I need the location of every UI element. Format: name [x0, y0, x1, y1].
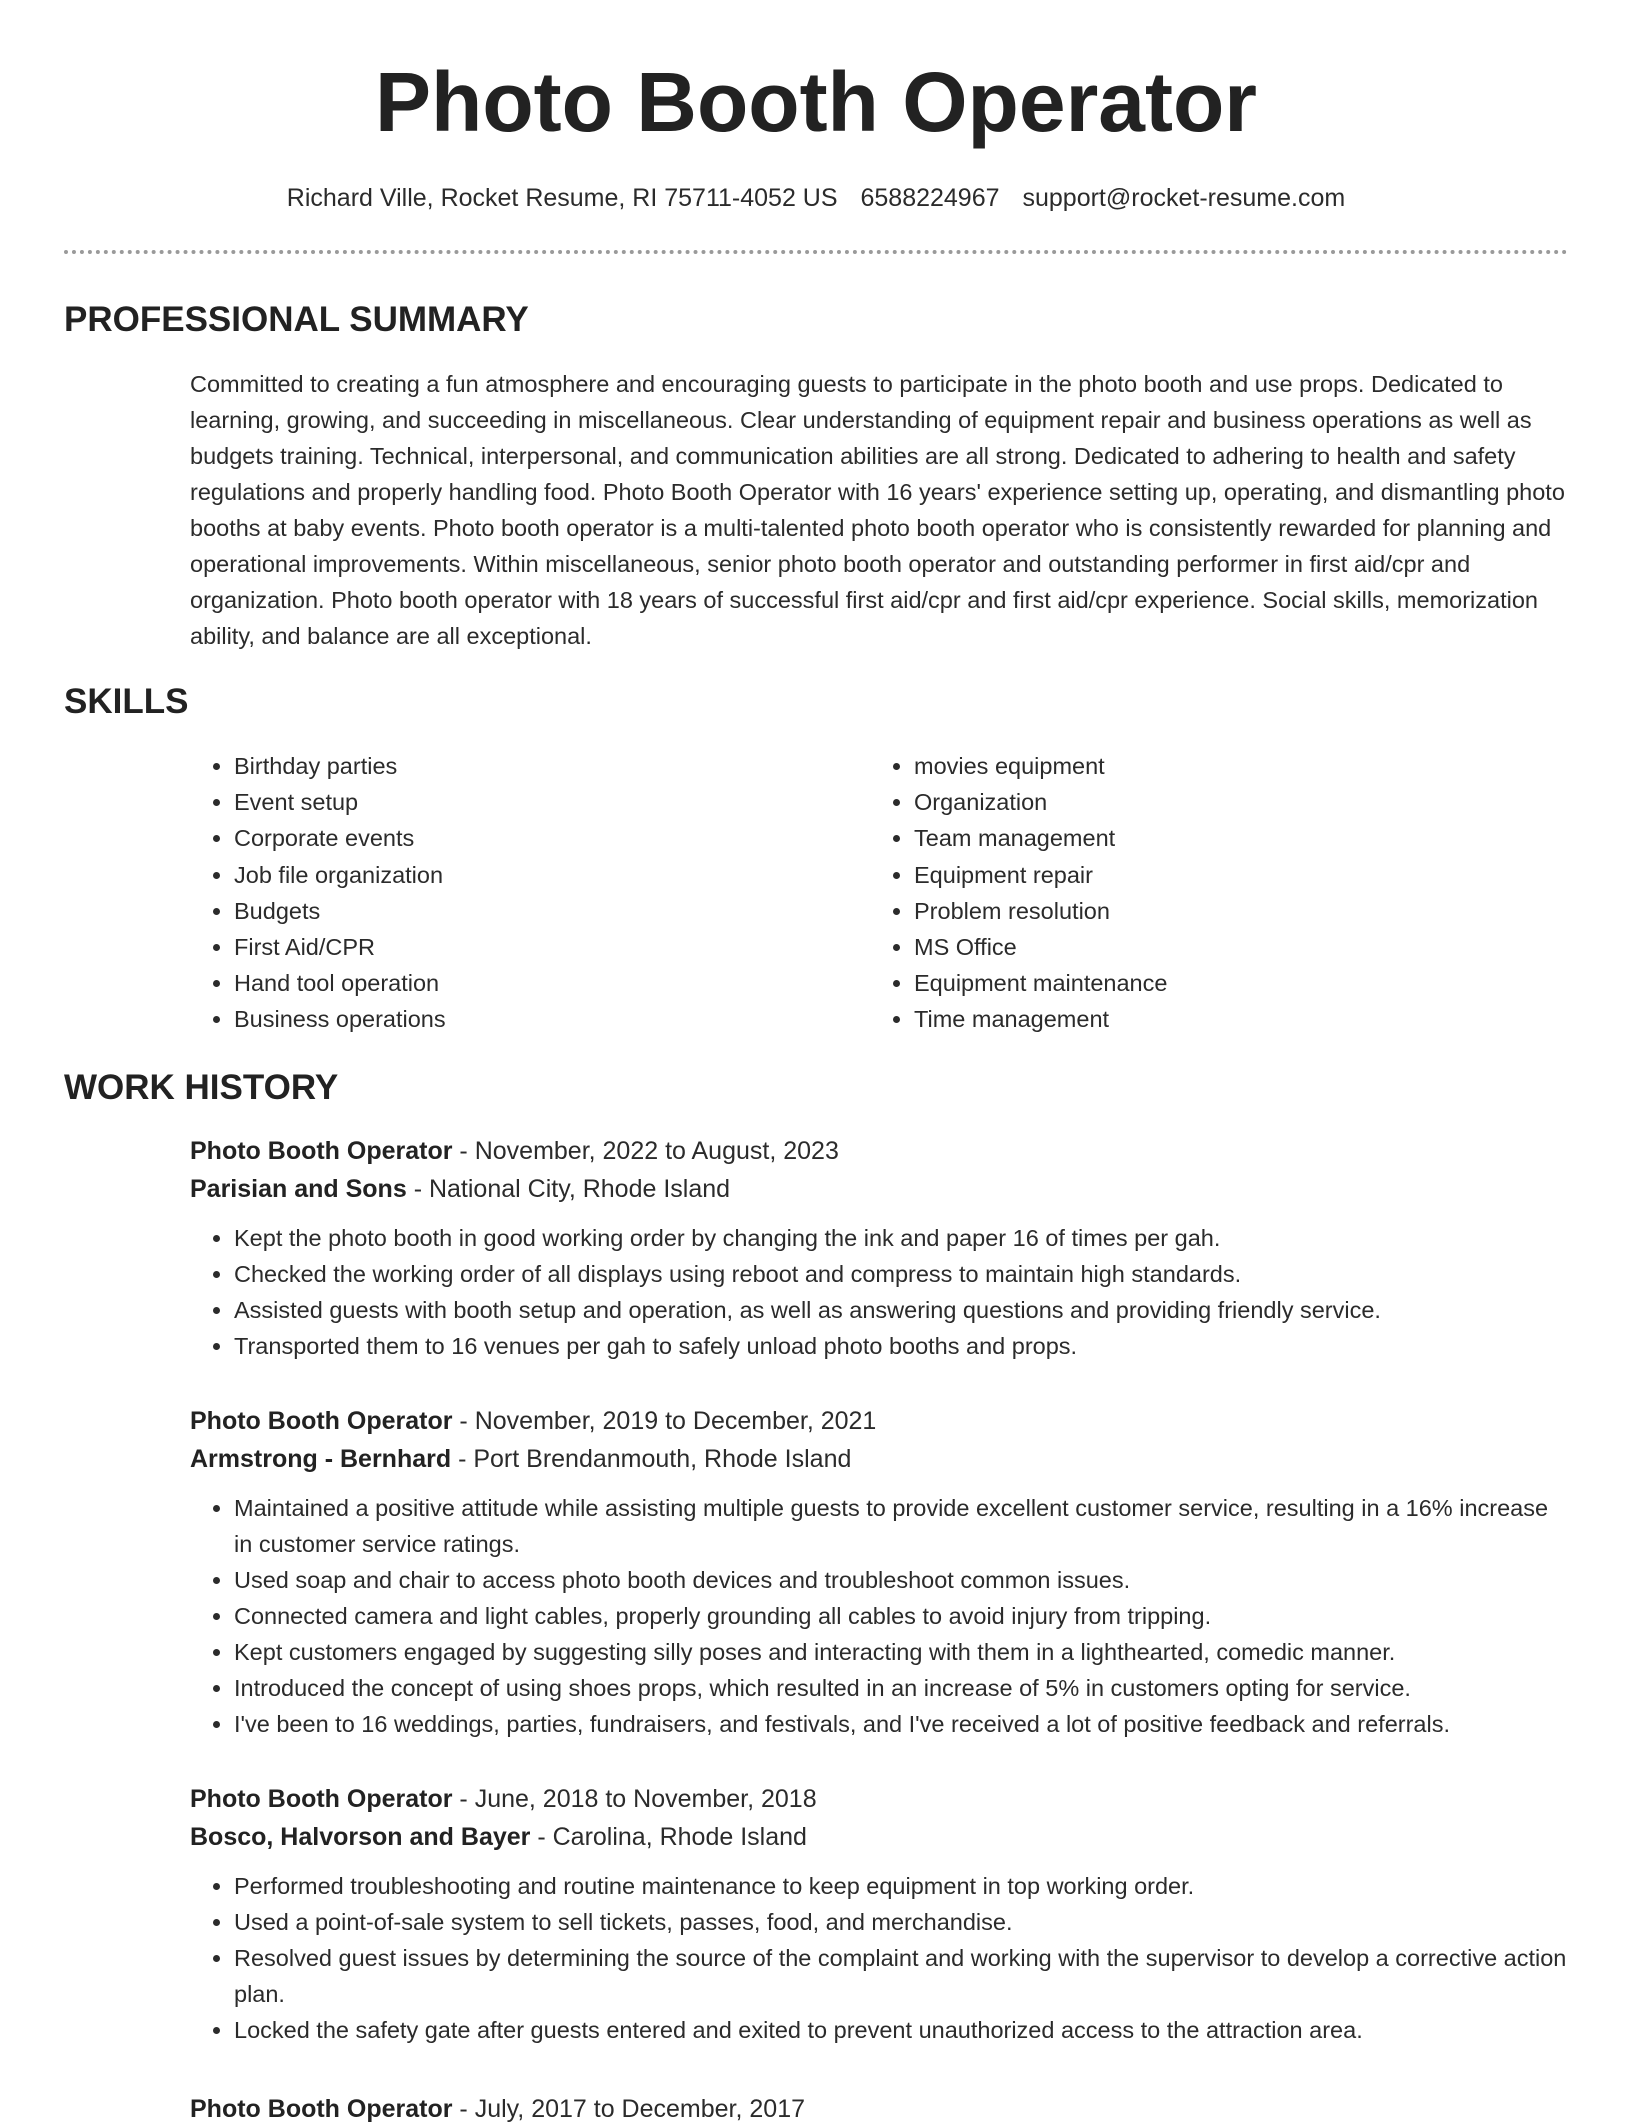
job-title-line	[190, 1402, 1568, 1440]
job-title-line	[190, 2090, 1568, 2128]
skills-list	[190, 748, 1568, 1038]
job-company-line	[190, 1818, 1568, 1856]
skill-item: • Birthday parties	[234, 748, 870, 784]
job-bullet: • Assisted guests with booth setup and operation, as well as answering questions and providing friendly service.	[234, 1292, 1568, 1328]
job-bullet: • Kept customers engaged by suggesting silly poses and interacting with them in a lighthearted, comedic manner.	[234, 1634, 1568, 1670]
job-bullet: • I've been to 16 weddings, parties, fundraisers, and festivals, and I've received a lot of positive feedback and referrals.	[234, 1706, 1568, 1742]
skill-item: • Time management	[914, 1001, 1514, 1037]
contact-info	[0, 180, 1632, 216]
job-entry	[190, 1402, 1568, 1742]
skill-item: • Business operations	[234, 1001, 870, 1037]
skill-item: • Hand tool operation	[234, 965, 870, 1001]
header-divider	[64, 250, 1568, 254]
job-dates: - November, 2019 to December, 2021	[452, 1407, 877, 1435]
job-dates: - June, 2018 to November, 2018	[452, 1785, 817, 1813]
skill-item: • Organization	[914, 784, 1514, 820]
job-bullets	[190, 1868, 1568, 2048]
skill-item: • Event setup	[234, 784, 870, 820]
page-title: Photo Booth Operator	[375, 55, 1257, 149]
work-history-heading: WORK HISTORY	[64, 1068, 339, 1107]
job-company: Bosco, Halvorson and Bayer	[190, 1823, 531, 1851]
skill-item: • Team management	[914, 820, 1514, 856]
job-dates: - July, 2017 to December, 2017	[452, 2095, 805, 2123]
job-role: Photo Booth Operator	[190, 1785, 453, 1813]
job-bullet: • Connected camera and light cables, properly grounding all cables to avoid injury from tripping.	[234, 1598, 1568, 1634]
job-bullet: • Introduced the concept of using shoes props, which resulted in an increase of 5% in customers opting for service.	[234, 1670, 1568, 1706]
job-bullet: • Locked the safety gate after guests entered and exited to prevent unauthorized access to the attraction area.	[234, 2012, 1568, 2048]
job-company-line	[190, 1170, 1568, 1208]
job-bullet: • Used a point-of-sale system to sell tickets, passes, food, and merchandise.	[234, 1904, 1568, 1940]
job-bullet: • Checked the working order of all displays using reboot and compress to maintain high standards.	[234, 1256, 1568, 1292]
job-bullets	[190, 1220, 1568, 1364]
job-role: Photo Booth Operator	[190, 2095, 453, 2123]
skill-item: • Corporate events	[234, 820, 870, 856]
contact-phone: 6588224967	[860, 184, 1000, 212]
job-location: - National City, Rhode Island	[406, 1175, 731, 1203]
job-company: Parisian and Sons	[190, 1175, 407, 1203]
job-entry	[190, 2090, 1568, 2128]
contact-address: Richard Ville, Rocket Resume, RI 75711-4052 US	[286, 184, 838, 212]
job-title-line	[190, 1780, 1568, 1818]
summary-text: Committed to creating a fun atmosphere and encouraging guests to participate in the photo booth and use props. Dedicated to learning, growing, and succeeding in miscellaneous. Clear understanding of equipment repair and business operations as well as budgets training. Technical, interpersonal, and communication abilities are all strong. Dedicated to adhering to health and safety regulations and properly handling food. Photo Booth Operator with 16 years' experience setting up, operating, and dismantling photo booths at baby events. Photo booth operator is a multi-talented photo booth operator who is consistently rewarded for planning and operational improvements. Within miscellaneous, senior photo booth operator and outstanding performer in first aid/cpr and organization. Photo booth operator with 18 years of successful first aid/cpr and first aid/cpr experience. Social skills, memorization ability, and balance are all exceptional.	[190, 371, 1565, 649]
job-bullet: • Maintained a positive attitude while assisting multiple guests to provide excellent customer service, resulting in a 16% increase in customer service ratings.	[234, 1490, 1568, 1562]
skills-column-left	[190, 748, 870, 1038]
skill-item: • Problem resolution	[914, 893, 1514, 929]
skill-item: • MS Office	[914, 929, 1514, 965]
skills-heading: SKILLS	[64, 682, 189, 721]
job-role: Photo Booth Operator	[190, 1137, 453, 1165]
summary-heading: PROFESSIONAL SUMMARY	[64, 300, 529, 339]
skill-item: • Job file organization	[234, 857, 870, 893]
skill-item: • Budgets	[234, 893, 870, 929]
skills-column-right	[870, 748, 1514, 1038]
job-bullet: • Transported them to 16 venues per gah to safely unload photo booths and props.	[234, 1328, 1568, 1364]
job-bullets	[190, 1490, 1568, 1742]
skill-item: • Equipment maintenance	[914, 965, 1514, 1001]
job-bullet: • Performed troubleshooting and routine maintenance to keep equipment in top working order.	[234, 1868, 1568, 1904]
job-entry	[190, 1780, 1568, 2048]
job-location: - Carolina, Rhode Island	[530, 1823, 807, 1851]
job-dates: - November, 2022 to August, 2023	[452, 1137, 839, 1165]
job-company-line	[190, 1440, 1568, 1478]
job-bullet: • Used soap and chair to access photo booth devices and troubleshoot common issues.	[234, 1562, 1568, 1598]
job-role: Photo Booth Operator	[190, 1407, 453, 1435]
skill-item: • First Aid/CPR	[234, 929, 870, 965]
job-bullet: • Resolved guest issues by determining the source of the complaint and working with the supervisor to develop a corrective action plan.	[234, 1940, 1568, 2012]
job-company: Armstrong - Bernhard	[190, 1445, 452, 1473]
job-location: - Port Brendanmouth, Rhode Island	[451, 1445, 852, 1473]
skill-item: • movies equipment	[914, 748, 1514, 784]
skill-item: • Equipment repair	[914, 857, 1514, 893]
contact-email[interactable]: support@rocket-resume.com	[1022, 184, 1346, 212]
job-bullet: • Kept the photo booth in good working order by changing the ink and paper 16 of times per gah.	[234, 1220, 1568, 1256]
job-title-line	[190, 1132, 1568, 1170]
job-entry	[190, 1132, 1568, 1364]
